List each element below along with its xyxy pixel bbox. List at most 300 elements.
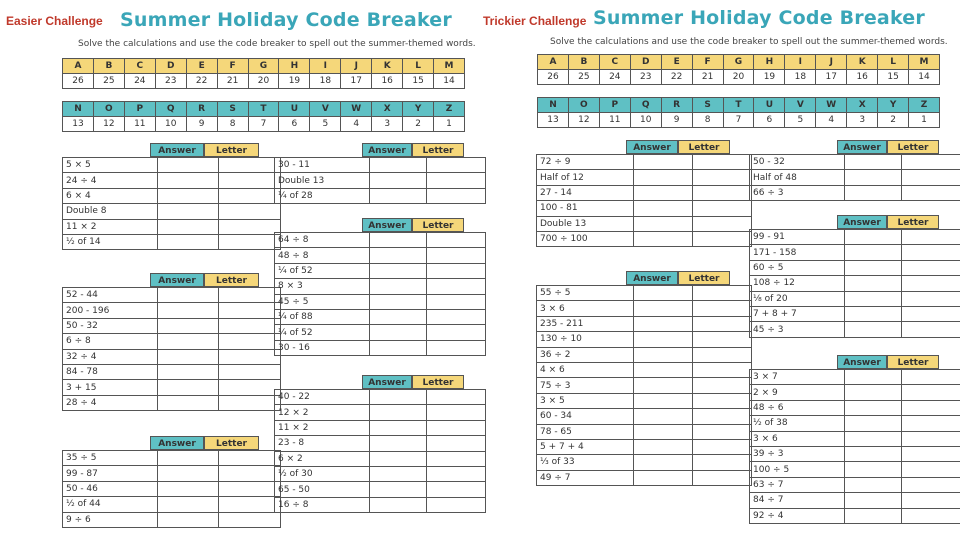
answer-cell[interactable] (370, 497, 427, 512)
calculation-cell: 108 ÷ 12 (750, 276, 845, 291)
answer-cell[interactable] (370, 436, 427, 451)
answer-cell[interactable] (370, 325, 427, 340)
calculation-cell: 35 ÷ 5 (63, 451, 158, 466)
table-row (750, 370, 960, 385)
code-number: 11 (599, 113, 630, 128)
answer-cell[interactable] (634, 378, 693, 393)
code-table (537, 54, 940, 85)
calculation-cell: 92 ÷ 4 (750, 508, 845, 523)
letter-header: Letter (412, 375, 464, 389)
answer-header: Answer (150, 143, 204, 157)
code-number: 14 (909, 70, 940, 85)
calculation-cell: 72 ÷ 9 (537, 155, 634, 170)
table-row (275, 436, 486, 451)
answer-cell[interactable] (634, 332, 693, 347)
table-row (275, 158, 486, 173)
calculation-cell: 16 ÷ 8 (275, 497, 370, 512)
answer-cell[interactable] (845, 400, 902, 415)
letter-cell[interactable] (693, 378, 752, 393)
letter-cell[interactable] (427, 482, 486, 497)
calculation-table (62, 287, 281, 411)
code-letter: V (785, 98, 816, 113)
code-number: 5 (785, 113, 816, 128)
code-number: 22 (186, 74, 217, 89)
code-letter: N (538, 98, 569, 113)
code-number: 8 (217, 117, 248, 132)
letter-cell[interactable] (427, 390, 486, 405)
answer-cell[interactable] (158, 395, 219, 410)
calculation-cell: 36 ÷ 2 (537, 347, 634, 362)
table-row (537, 470, 752, 485)
calculation-cell: 8 × 3 (275, 279, 370, 294)
answer-cell[interactable] (845, 245, 902, 260)
letter-cell[interactable] (427, 325, 486, 340)
letter-cell[interactable] (427, 158, 486, 173)
answer-cell[interactable] (370, 158, 427, 173)
answer-cell[interactable] (634, 231, 693, 246)
answer-cell[interactable] (370, 451, 427, 466)
letter-cell[interactable] (693, 424, 752, 439)
letter-cell[interactable] (219, 451, 281, 466)
answer-cell[interactable] (370, 279, 427, 294)
answer-cell[interactable] (370, 340, 427, 355)
answer-header: Answer (837, 140, 887, 154)
calculation-cell: 60 - 34 (537, 409, 634, 424)
answer-cell[interactable] (370, 482, 427, 497)
code-letter: G (248, 59, 279, 74)
letter-cell[interactable] (219, 466, 281, 481)
table-row (750, 462, 960, 477)
letter-cell[interactable] (902, 322, 960, 337)
answer-cell[interactable] (158, 481, 219, 496)
answer-cell[interactable] (634, 185, 693, 200)
calculation-cell: 40 - 22 (275, 390, 370, 405)
calculation-table (274, 389, 486, 513)
answer-cell[interactable] (845, 477, 902, 492)
calculation-cell: 700 ÷ 100 (537, 231, 634, 246)
code-number: 14 (434, 74, 465, 89)
code-letter: T (723, 98, 754, 113)
letter-cell[interactable] (902, 493, 960, 508)
answer-cell[interactable] (158, 219, 219, 234)
letter-cell[interactable] (427, 188, 486, 203)
letter-cell[interactable] (902, 385, 960, 400)
answer-cell[interactable] (845, 370, 902, 385)
letter-cell[interactable] (219, 288, 281, 303)
answer-cell[interactable] (845, 322, 902, 337)
answer-cell[interactable] (370, 309, 427, 324)
letter-cell[interactable] (219, 173, 281, 188)
answer-header: Answer (626, 271, 678, 285)
answer-cell[interactable] (845, 446, 902, 461)
code-number: 19 (754, 70, 785, 85)
letter-cell[interactable] (219, 481, 281, 496)
letter-cell[interactable] (427, 263, 486, 278)
letter-cell[interactable] (693, 409, 752, 424)
answer-cell[interactable] (845, 416, 902, 431)
answer-cell[interactable] (634, 393, 693, 408)
table-row (275, 340, 486, 355)
letter-cell[interactable] (902, 446, 960, 461)
table-row (750, 291, 960, 306)
code-number: 10 (155, 117, 186, 132)
table-row (275, 263, 486, 278)
code-letter: M (434, 59, 465, 74)
answer-cell[interactable] (370, 405, 427, 420)
calculation-cell: Half of 48 (750, 170, 845, 185)
letter-cell[interactable] (902, 416, 960, 431)
table-row (750, 508, 960, 523)
worksheet-subtitle: Solve the calculations and use the code breaker to spell out the summer-themed words. (550, 37, 948, 47)
letter-cell[interactable] (427, 233, 486, 248)
answer-cell[interactable] (158, 512, 219, 527)
table-row (537, 185, 752, 200)
calculation-cell: 50 - 32 (750, 155, 845, 170)
letter-cell[interactable] (693, 301, 752, 316)
letter-cell[interactable] (902, 185, 960, 200)
answer-cell[interactable] (634, 470, 693, 485)
table-row (275, 466, 486, 481)
letter-cell[interactable] (902, 260, 960, 275)
answer-cell[interactable] (370, 188, 427, 203)
answer-cell[interactable] (370, 420, 427, 435)
code-table (537, 97, 940, 128)
calculation-cell: 45 ÷ 5 (275, 294, 370, 309)
table-row (537, 316, 752, 331)
calculation-cell: ½ of 44 (63, 497, 158, 512)
answer-cell[interactable] (158, 497, 219, 512)
table-row (275, 188, 486, 203)
calculation-cell: 45 ÷ 3 (750, 322, 845, 337)
letter-cell[interactable] (902, 370, 960, 385)
calculation-cell: Half of 12 (537, 170, 634, 185)
code-letter: Q (630, 98, 661, 113)
answer-cell[interactable] (158, 349, 219, 364)
letter-cell[interactable] (427, 173, 486, 188)
letter-cell[interactable] (693, 216, 752, 231)
letter-cell[interactable] (427, 420, 486, 435)
letter-cell[interactable] (219, 158, 281, 173)
calculation-table (62, 157, 281, 250)
answer-cell[interactable] (634, 216, 693, 231)
code-number: 4 (816, 113, 847, 128)
letter-cell[interactable] (902, 462, 960, 477)
code-table (62, 58, 465, 89)
code-number: 2 (878, 113, 909, 128)
letter-cell[interactable] (693, 201, 752, 216)
table-row (750, 245, 960, 260)
calculation-cell: ¼ of 88 (275, 309, 370, 324)
code-number: 13 (538, 113, 569, 128)
code-number: 21 (217, 74, 248, 89)
answer-cell[interactable] (845, 230, 902, 245)
calculation-cell: 4 × 6 (537, 362, 634, 377)
calculation-cell: 84 ÷ 7 (750, 493, 845, 508)
table-row (63, 204, 281, 219)
letter-header: Letter (204, 273, 259, 287)
letter-cell[interactable] (219, 334, 281, 349)
answer-cell[interactable] (158, 188, 219, 203)
answer-header: Answer (837, 215, 887, 229)
answer-cell[interactable] (845, 185, 902, 200)
letter-cell[interactable] (902, 291, 960, 306)
calculation-cell: 63 ÷ 7 (750, 477, 845, 492)
answer-cell[interactable] (634, 155, 693, 170)
answer-cell[interactable] (370, 466, 427, 481)
letter-cell[interactable] (693, 332, 752, 347)
code-number: 19 (279, 74, 310, 89)
letter-cell[interactable] (902, 245, 960, 260)
letter-cell[interactable] (693, 155, 752, 170)
answer-cell[interactable] (845, 170, 902, 185)
answer-cell[interactable] (845, 155, 902, 170)
letter-cell[interactable] (219, 395, 281, 410)
answer-cell[interactable] (634, 424, 693, 439)
table-row (537, 155, 752, 170)
answer-cell[interactable] (158, 158, 219, 173)
calculation-table (749, 229, 960, 338)
answer-cell[interactable] (158, 364, 219, 379)
answer-cell[interactable] (634, 347, 693, 362)
letter-cell[interactable] (902, 170, 960, 185)
code-letter: U (279, 102, 310, 117)
code-number: 12 (568, 113, 599, 128)
answer-cell[interactable] (845, 291, 902, 306)
letter-cell[interactable] (219, 234, 281, 249)
code-number: 8 (692, 113, 723, 128)
code-letter: L (878, 55, 909, 70)
letter-cell[interactable] (219, 303, 281, 318)
calculation-cell: 3 + 15 (63, 380, 158, 395)
letter-cell[interactable] (427, 497, 486, 512)
letter-cell[interactable] (219, 380, 281, 395)
table-row (750, 400, 960, 415)
calculation-cell: ½ of 30 (275, 466, 370, 481)
letter-cell[interactable] (219, 364, 281, 379)
calculation-cell: Double 8 (63, 204, 158, 219)
code-letter: B (93, 59, 124, 74)
code-number: 6 (754, 113, 785, 128)
letter-cell[interactable] (693, 347, 752, 362)
code-letter: E (661, 55, 692, 70)
answer-cell[interactable] (634, 301, 693, 316)
answer-cell[interactable] (845, 508, 902, 523)
letter-cell[interactable] (693, 185, 752, 200)
code-number: 26 (538, 70, 569, 85)
answer-cell[interactable] (370, 233, 427, 248)
calculation-cell: 27 - 14 (537, 185, 634, 200)
answer-cell[interactable] (845, 493, 902, 508)
answer-cell[interactable] (845, 385, 902, 400)
calculation-cell: 30 - 11 (275, 158, 370, 173)
answer-cell[interactable] (634, 439, 693, 454)
letter-cell[interactable] (902, 306, 960, 321)
letter-header: Letter (412, 218, 464, 232)
answer-cell[interactable] (634, 362, 693, 377)
letter-cell[interactable] (902, 276, 960, 291)
answer-header: Answer (626, 140, 678, 154)
letter-cell[interactable] (902, 431, 960, 446)
letter-cell[interactable] (219, 349, 281, 364)
letter-cell[interactable] (693, 316, 752, 331)
letter-cell[interactable] (219, 512, 281, 527)
code-number: 6 (279, 117, 310, 132)
table-row (750, 155, 960, 170)
answer-cell[interactable] (158, 466, 219, 481)
calculation-cell: ½ of 38 (750, 416, 845, 431)
letter-cell[interactable] (693, 170, 752, 185)
calculation-cell: 235 - 211 (537, 316, 634, 331)
letter-cell[interactable] (902, 155, 960, 170)
answer-cell[interactable] (158, 318, 219, 333)
letter-header: Letter (887, 355, 939, 369)
letter-cell[interactable] (427, 451, 486, 466)
letter-cell[interactable] (219, 204, 281, 219)
code-letter: S (217, 102, 248, 117)
letter-cell[interactable] (693, 393, 752, 408)
table-row (275, 390, 486, 405)
letter-cell[interactable] (902, 508, 960, 523)
letter-cell[interactable] (693, 362, 752, 377)
calculation-cell: Double 13 (275, 173, 370, 188)
answer-cell[interactable] (634, 201, 693, 216)
calculation-cell: 30 - 16 (275, 340, 370, 355)
answer-cell[interactable] (158, 204, 219, 219)
answer-header: Answer (362, 218, 412, 232)
code-number: 18 (785, 70, 816, 85)
answer-cell[interactable] (634, 316, 693, 331)
table-row (275, 248, 486, 263)
table-row (750, 446, 960, 461)
answer-cell[interactable] (158, 451, 219, 466)
answer-cell[interactable] (634, 286, 693, 301)
code-number: 16 (847, 70, 878, 85)
answer-cell[interactable] (370, 294, 427, 309)
calculation-cell: 11 × 2 (63, 219, 158, 234)
calculation-cell: 130 ÷ 10 (537, 332, 634, 347)
letter-header: Letter (678, 140, 730, 154)
answer-cell[interactable] (845, 431, 902, 446)
worksheet-subtitle: Solve the calculations and use the code breaker to spell out the summer-themed words. (78, 39, 476, 49)
letter-cell[interactable] (219, 318, 281, 333)
table-row (63, 451, 281, 466)
code-number: 17 (341, 74, 372, 89)
answer-cell[interactable] (158, 334, 219, 349)
calculation-cell: 3 × 6 (537, 301, 634, 316)
answer-cell[interactable] (845, 276, 902, 291)
calculation-cell: 171 - 158 (750, 245, 845, 260)
code-number: 17 (816, 70, 847, 85)
answer-cell[interactable] (370, 248, 427, 263)
answer-cell[interactable] (634, 455, 693, 470)
table-row (275, 173, 486, 188)
table-row (63, 512, 281, 527)
table-row (750, 416, 960, 431)
answer-cell[interactable] (370, 173, 427, 188)
answer-cell[interactable] (634, 409, 693, 424)
code-number: 7 (723, 113, 754, 128)
letter-cell[interactable] (427, 248, 486, 263)
letter-cell[interactable] (693, 470, 752, 485)
answer-cell[interactable] (634, 170, 693, 185)
code-number: 2 (403, 117, 434, 132)
code-number: 25 (93, 74, 124, 89)
answer-cell[interactable] (845, 260, 902, 275)
table-row (537, 424, 752, 439)
table-row (63, 158, 281, 173)
calculation-cell: 23 - 8 (275, 436, 370, 451)
letter-header: Letter (887, 215, 939, 229)
letter-cell[interactable] (693, 286, 752, 301)
answer-cell[interactable] (158, 303, 219, 318)
answer-cell[interactable] (158, 173, 219, 188)
table-row (275, 325, 486, 340)
letter-cell[interactable] (427, 294, 486, 309)
letter-cell[interactable] (902, 230, 960, 245)
answer-cell[interactable] (158, 234, 219, 249)
letter-cell[interactable] (427, 279, 486, 294)
letter-cell[interactable] (902, 400, 960, 415)
answer-cell[interactable] (158, 380, 219, 395)
calculation-cell: 39 ÷ 3 (750, 446, 845, 461)
calculation-cell: 3 × 5 (537, 393, 634, 408)
table-row (750, 385, 960, 400)
table-row (275, 279, 486, 294)
answer-cell[interactable] (158, 288, 219, 303)
code-letter: S (692, 98, 723, 113)
calculation-cell: 200 - 196 (63, 303, 158, 318)
code-letter: B (568, 55, 599, 70)
code-letter: D (630, 55, 661, 70)
code-number: 20 (723, 70, 754, 85)
letter-cell[interactable] (219, 188, 281, 203)
letter-cell[interactable] (902, 477, 960, 492)
calculation-cell: 48 ÷ 6 (750, 400, 845, 415)
answer-header: Answer (150, 436, 204, 450)
table-row (750, 493, 960, 508)
code-number: 5 (310, 117, 341, 132)
answer-cell[interactable] (845, 462, 902, 477)
calculation-cell: 50 - 46 (63, 481, 158, 496)
letter-cell[interactable] (427, 309, 486, 324)
letter-cell[interactable] (427, 405, 486, 420)
code-letter: R (661, 98, 692, 113)
code-letter: K (847, 55, 878, 70)
letter-cell[interactable] (427, 466, 486, 481)
code-number: 22 (661, 70, 692, 85)
answer-cell[interactable] (845, 306, 902, 321)
letter-cell[interactable] (693, 455, 752, 470)
letter-cell[interactable] (693, 231, 752, 246)
letter-cell[interactable] (693, 439, 752, 454)
code-letter: C (599, 55, 630, 70)
letter-cell[interactable] (427, 436, 486, 451)
answer-cell[interactable] (370, 390, 427, 405)
table-row (537, 286, 752, 301)
code-number: 1 (909, 113, 940, 128)
calculation-cell: ⅓ of 33 (537, 455, 634, 470)
letter-cell[interactable] (219, 219, 281, 234)
calculation-cell: 65 - 50 (275, 482, 370, 497)
table-row (275, 233, 486, 248)
calculation-cell: 100 - 81 (537, 201, 634, 216)
calculation-cell: 9 ÷ 6 (63, 512, 158, 527)
code-letter: W (341, 102, 372, 117)
letter-cell[interactable] (427, 340, 486, 355)
letter-cell[interactable] (219, 497, 281, 512)
answer-cell[interactable] (370, 263, 427, 278)
calculation-cell: 5 × 5 (63, 158, 158, 173)
